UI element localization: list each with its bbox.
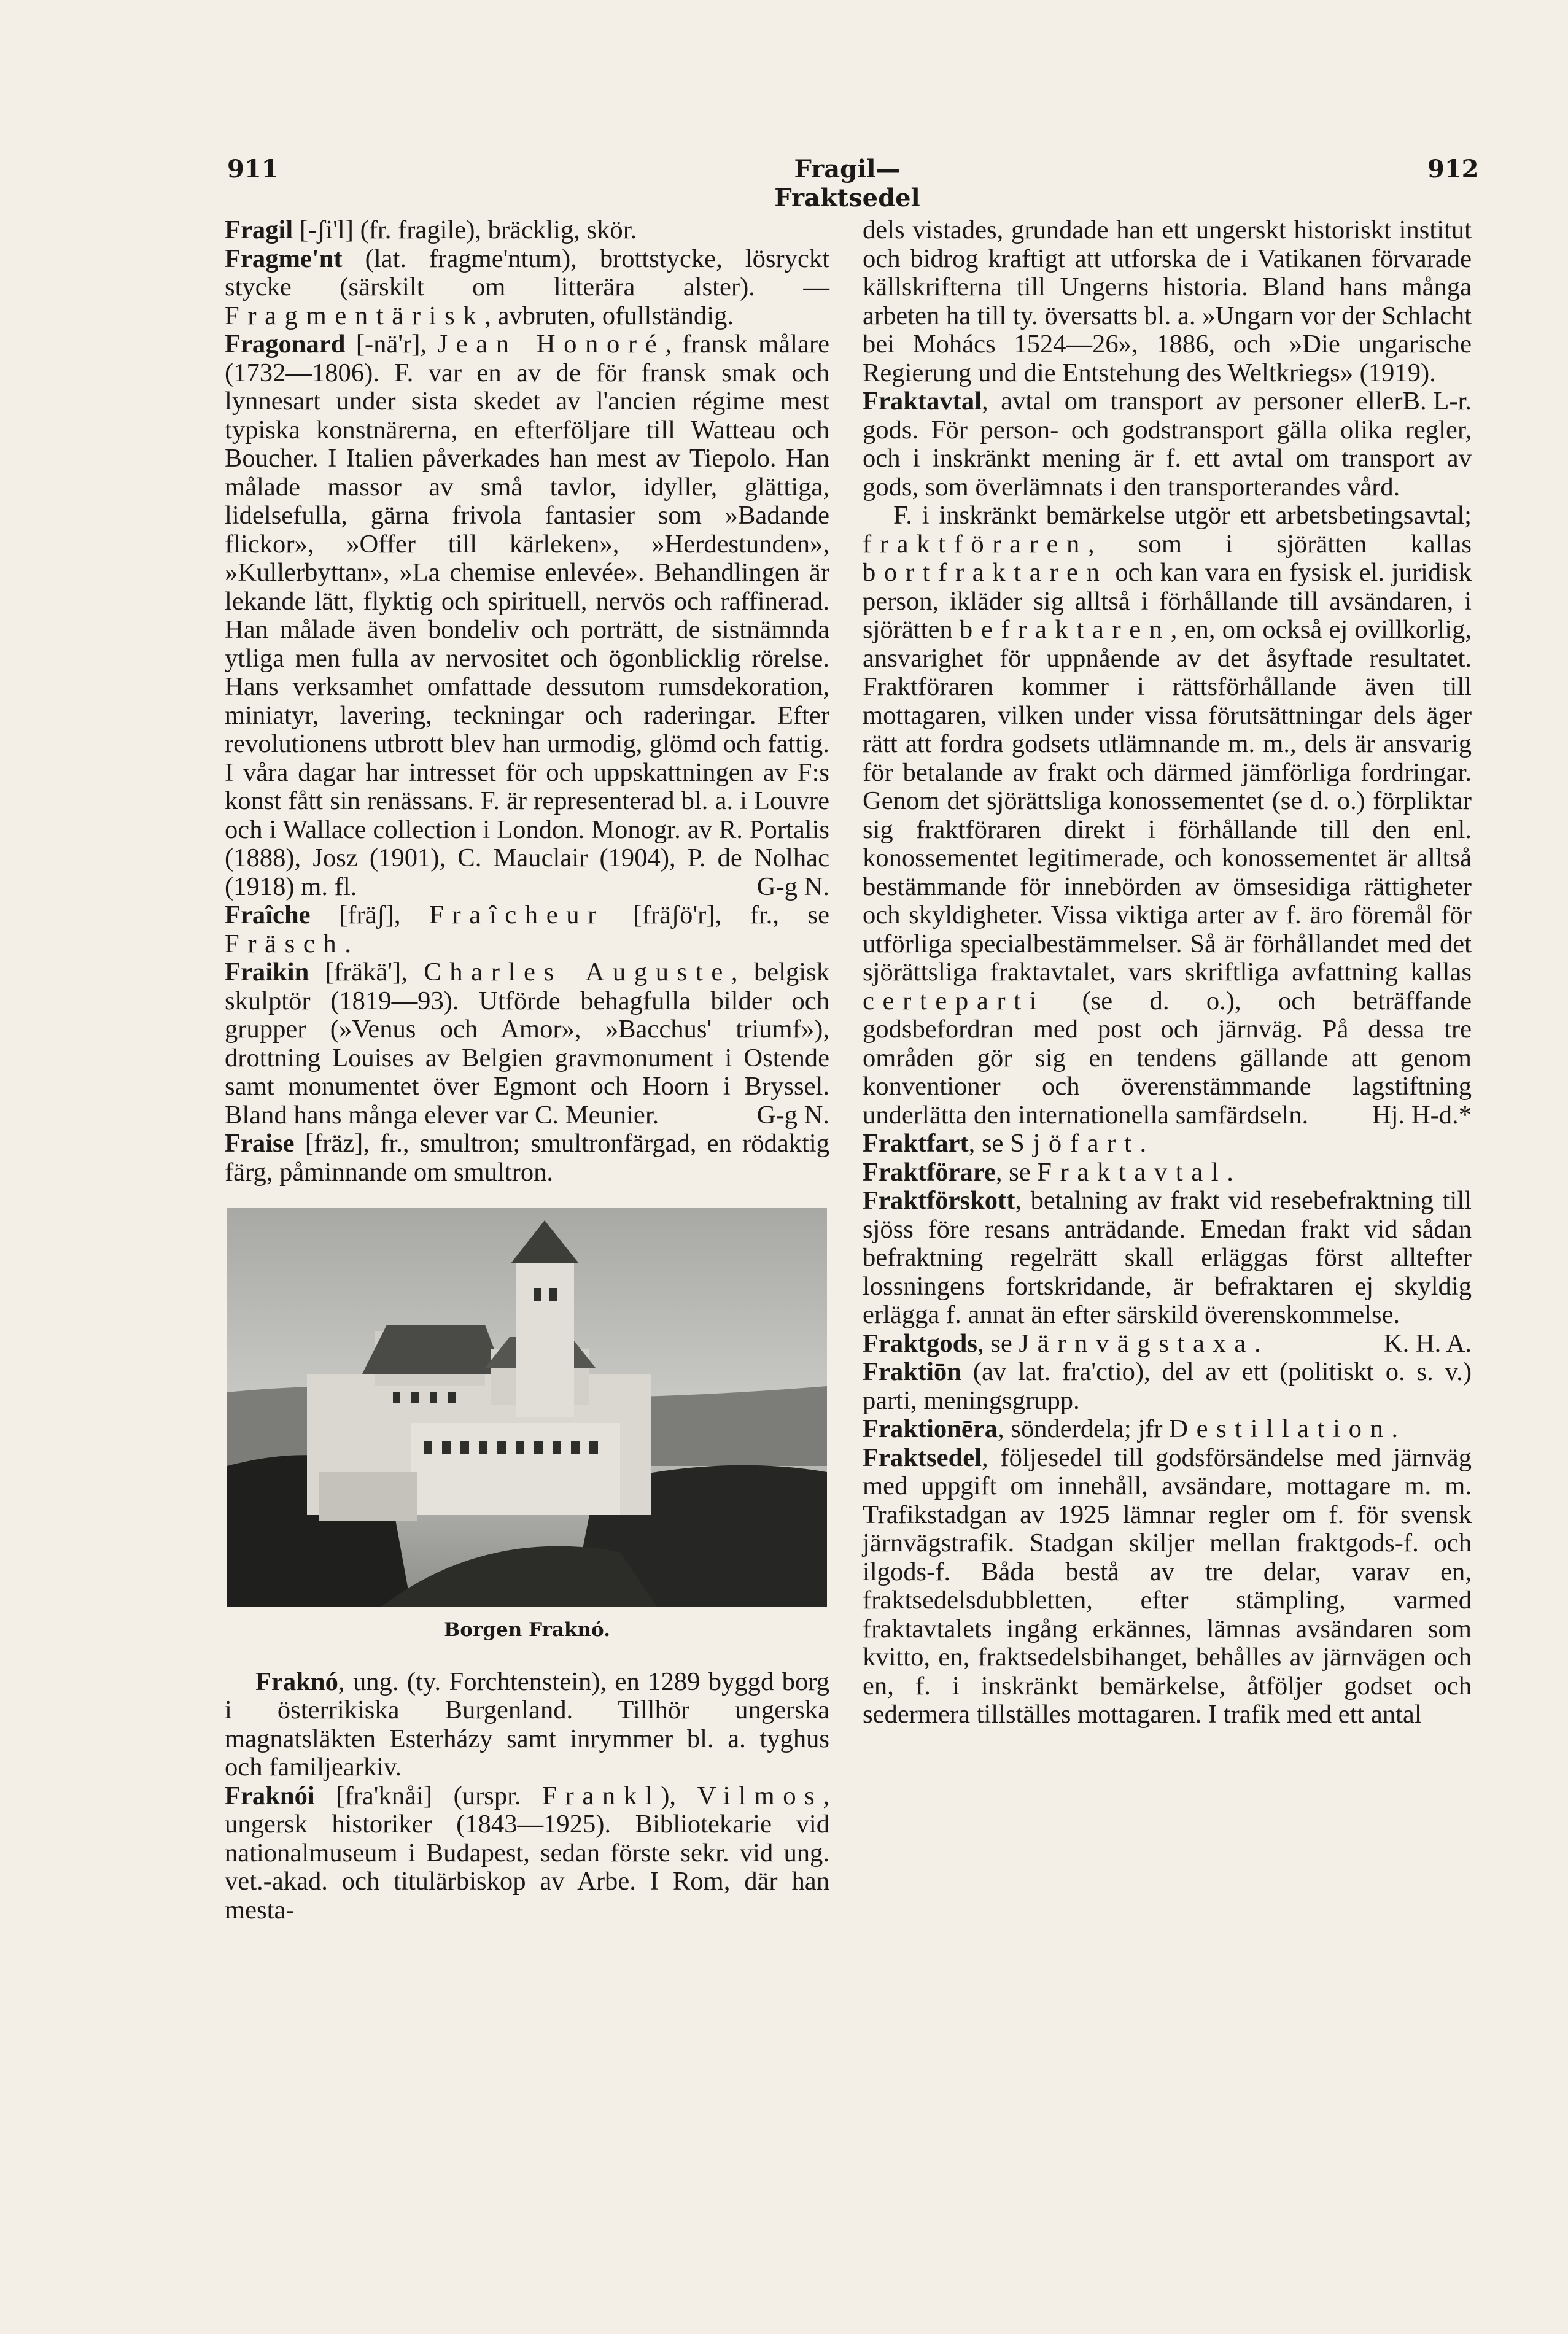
headword: Fraikin <box>225 958 309 987</box>
entry-text: , fransk målare (1732—1806). F. var en av de för fransk smak och lynnesart under sista skedet av l'ancien régime mest typiska konstnärerna, en efterföljare till Watteau och Boucher. I Italien påverkades han mest av Tiepolo. Han målade massor av små tavlor, idyller, glättiga, lidelsefulla, gärna frivola fantasier som »Badande flickor», »Offer till kärleken», »Herdestunden», »Kullerbyttan», »La chemise enlevée». Behandlingen är lekande lätt, flyktig och spirituell, nervös och raffinerad. Han målade även bondeliv och porträtt, de sistnämnda ytliga men fulla av nervositet och ögonblicklig rörelse. Hans verksamhet omfattade dessutom rumsdekoration, miniatyr, lavering, teckningar och raderingar. Efter revolutionens utbrott blev han urmodig, glömd och fattig. I våra dagar har intresset för och uppskattningen av F:s konst fått sin renässans. F. är representerad bl. a. i Louvre och i Wallace collection i London. Monogr. av R. Portalis (1888), Josz (1901), C. Mauclair (1904), P. de Nolhac (1918) m. fl. <box>225 330 829 901</box>
entry-fragonard <box>225 330 829 901</box>
entry-text: dels vistades, grundade han ett ungerskt historiskt institut och bidrog kraftigt att utforska de i Vatikanen förvarade källskrifterna till Ungerns historia. Bland hans många arbeten ha till ty. översatts bl. a. »Ungarn vor der Schlacht bei Mohács 1524—26», 1886, och »Die ungarische Regierung und die Entstehung des Weltkriegs» (1919). <box>863 215 1472 387</box>
entry-fraktavtal-paragraph-2 <box>863 502 1472 1130</box>
headword: Fraktförare <box>863 1157 996 1187</box>
entry-text: , se <box>977 1328 1019 1358</box>
entry-text: [-ʃi'l] (fr. fragile), bräcklig, skör. <box>293 215 637 244</box>
entry-text: , som i sjörätten kallas <box>1087 529 1472 559</box>
entry-text: och kan vara en fysisk el. juridisk person, ikläder sig alltså i förhållande till avsändaren, i sjörätten <box>863 558 1472 644</box>
entry-fraktfart <box>863 1130 1472 1158</box>
entry-text: , ungersk historiker (1843—1925). Bibliotekarie vid nationalmuseum i Budapest, sedan förste sekr. vid ung. vet.-akad. och titulärbiskop av Arbe. I Rom, där han mesta- <box>225 1781 830 1925</box>
spaced-term: bortfraktaren <box>863 558 1108 587</box>
entry-text: [fräz], fr., smultron; smultronfärgad, en rödaktig färg, påminnande om smultron. <box>225 1129 829 1187</box>
left-column <box>225 216 829 1925</box>
entry-fragment <box>225 245 829 331</box>
spaced-name: Frankl <box>542 1781 661 1810</box>
running-title: Fragil—Fraktsedel <box>774 155 920 212</box>
spaced-term: befraktaren <box>959 615 1171 644</box>
entry-text: , betalning av frakt vid resebefraktning till sjöss före resans anträdande. Emedan frakt vid sådan befraktning regelrätt skall erläggas först alltefter lossningens fortskridande, är befraktaren ej skyldig erlägga f. annat än efter särskild överenskommelse. <box>863 1186 1472 1329</box>
entry-text: [fräʃ], <box>310 901 430 929</box>
spaced-term: Fraîcheur <box>429 901 605 929</box>
right-column <box>863 216 1472 1729</box>
punctuation: . <box>1254 1328 1261 1358</box>
entry-frakno <box>225 1668 829 1782</box>
spaced-name: Charles Auguste <box>424 958 731 987</box>
entry-text: , belgisk skulptör (1819—93). Utförde behagfulla bilder och grupper (»Venus och Amor», »Bacchus' triumf»), drottning Louises av Belgien gravmonument i Ostende samt monumentet över Egmont och Hoorn i Bryssel. Bland hans många elever var C. Meunier. <box>225 958 829 1130</box>
entry-fraktavtal <box>863 387 1472 502</box>
entry-text: , se <box>995 1157 1038 1187</box>
entry-text: F. i inskränkt bemärkelse utgör ett arbetsbetingsavtal; <box>893 501 1472 530</box>
entry-text: , en, om också ej ovillkorlig, ansvarighet för uppnående av det åsyftade resultatet. Fraktföraren kommer i rättsförhållande även till mottagaren, vilken under vissa förutsättningar dels äger rätt att fordra godsets utlämnande m. m., dels är ansvarig för betalande av frakt och därmed jämförliga fordringar. Genom det sjörättsliga konossementet (se d. o.) förpliktar sig fraktföraren direkt i förhållande till den enl. konossementet legitimerade, och konossementet är alltså bestämmande för innebörden av ömsesidiga rättigheter och skyldigheter. Vissa viktiga arter av f. äro föremål för utförliga specialbestämmelser. Så är förhållandet med det sjörättsliga fraktavtalet, vars skriftliga avfattning kallas <box>863 615 1472 987</box>
entry-fraise <box>225 1130 829 1187</box>
headword: Fragonard <box>225 330 346 359</box>
entry-text: [fräʃö'r], fr., se <box>604 901 829 929</box>
entry-fraktforare <box>863 1158 1472 1187</box>
cross-reference: Destillation <box>1169 1414 1392 1443</box>
headword: Fragme'nt <box>225 244 343 273</box>
entry-text: , se <box>968 1129 1011 1158</box>
headword: Fraîche <box>225 901 311 929</box>
entry-fraktgods <box>863 1330 1472 1359</box>
punctuation: . <box>1227 1157 1233 1187</box>
entry-text: (av lat. fra'ctio), del av ett (politiskt o. s. v.) parti, meningsgrupp. <box>863 1357 1472 1415</box>
cross-reference: Sjöfart <box>1010 1129 1140 1158</box>
headword: Fraktförskott <box>863 1186 1015 1215</box>
spaced-term: fraktföraren <box>863 529 1088 559</box>
entry-text: ), <box>661 1781 697 1810</box>
entry-fraktionera <box>863 1415 1472 1444</box>
right-page-number: 912 <box>1427 155 1479 184</box>
entry-text: , avtal om transport av personer eller gods. För person- och godstransport gälla olika regler, och i inskränkt mening är f. ett avtal om transport av gods, som överlämnats i den transporterandes vård. <box>863 387 1472 502</box>
entry-fraktion <box>863 1358 1472 1415</box>
pronunciation: [fra'knåi] (urspr. <box>314 1781 543 1810</box>
headword: Fraktionēra <box>863 1414 998 1443</box>
entry-text: , följesedel till godsförsändelse med järnväg med uppgift om innehåll, avsändare, mottagare m. m. Trafikstadgan av 1925 lämnar regler om f. för svensk järnvägstrafik. Stadgan skiljer mellan fraktgods-f. och ilgods-f. Båda bestå av tre delar, varav en, fraktsedelsdubbletten, efter stämpling, varmed fraktavtalets ingång erkännes, lämnas avsändaren som kvitto, en, fraktsedelsbihanget, behålles av järnvägen och en, f. i inskränkt bemärkelse, åtföljer godset och sedermera tillställes mottagaren. I trafik med ett antal <box>863 1443 1472 1729</box>
entry-fraikin <box>225 958 829 1130</box>
entry-text: , sönderdela; jfr <box>998 1414 1170 1443</box>
entry-fragil <box>225 216 829 245</box>
cross-reference: Fraktavtal <box>1037 1157 1227 1187</box>
punctuation: . <box>344 929 352 958</box>
headword: Fraknói <box>225 1781 315 1810</box>
headword: Fraktgods <box>863 1328 977 1358</box>
figure-caption: Borgen Fraknó. <box>444 1619 610 1641</box>
author-signature: K. H. A. <box>1383 1328 1472 1358</box>
punctuation: . <box>1391 1414 1399 1443</box>
spaced-name: Vilmos <box>697 1781 823 1810</box>
punctuation: . <box>1139 1129 1147 1158</box>
spaced-term: Fragmentärisk <box>225 301 485 330</box>
author-signature: G-g N. <box>756 872 829 901</box>
entry-fraknoi <box>225 1782 829 1925</box>
entry-text: , ung. (ty. Forchtenstein), en 1289 byggd borg i österrikiska Burgenland. Tillhör ungerska magnatsläkten Esterházy samt inrymmer bl. a. tyghus och familjearkiv. <box>225 1667 829 1782</box>
cross-reference: Järnvägstaxa <box>1019 1328 1254 1358</box>
left-page-number: 911 <box>227 155 279 184</box>
headword: Fragil <box>225 215 293 244</box>
spaced-term: certeparti <box>863 986 1046 1015</box>
headword: Fraktfart <box>863 1129 969 1158</box>
headword: Fraknó <box>255 1667 338 1696</box>
castle-photo <box>227 1208 827 1607</box>
entry-text: , avbruten, ofullständig. <box>484 301 734 330</box>
headword: Fraise <box>225 1129 295 1158</box>
cross-reference: Fräsch <box>225 929 345 958</box>
headword: Fraktavtal <box>863 387 982 416</box>
spaced-name: Jean Honoré <box>437 330 666 359</box>
castle-illustration <box>227 1208 827 1607</box>
pronunciation: [fräkä'], <box>309 958 424 987</box>
entry-text: (lat. fragme'ntum), brottstycke, lösryckt stycke (särskilt om litterära alster). — <box>225 244 829 301</box>
entry-fraiche <box>225 901 829 958</box>
entry-fraktsedel <box>863 1444 1472 1729</box>
pronunciation: [-nä'r], <box>345 330 438 359</box>
headword: Fraktsedel <box>863 1443 982 1472</box>
author-signature: B. L-r. <box>1402 387 1472 416</box>
author-signature: G-g N. <box>756 1100 829 1130</box>
author-signature: Hj. H-d.* <box>1372 1100 1472 1130</box>
entry-text: (se d. o.), och beträffande godsbefordran med post och järnväg. På dessa tre områden gör sig en tendens gällande att genom konventioner och överenstämmande lagstiftning underlätta den internationella samfärdseln. <box>863 986 1472 1130</box>
headword: Fraktiōn <box>863 1357 961 1386</box>
